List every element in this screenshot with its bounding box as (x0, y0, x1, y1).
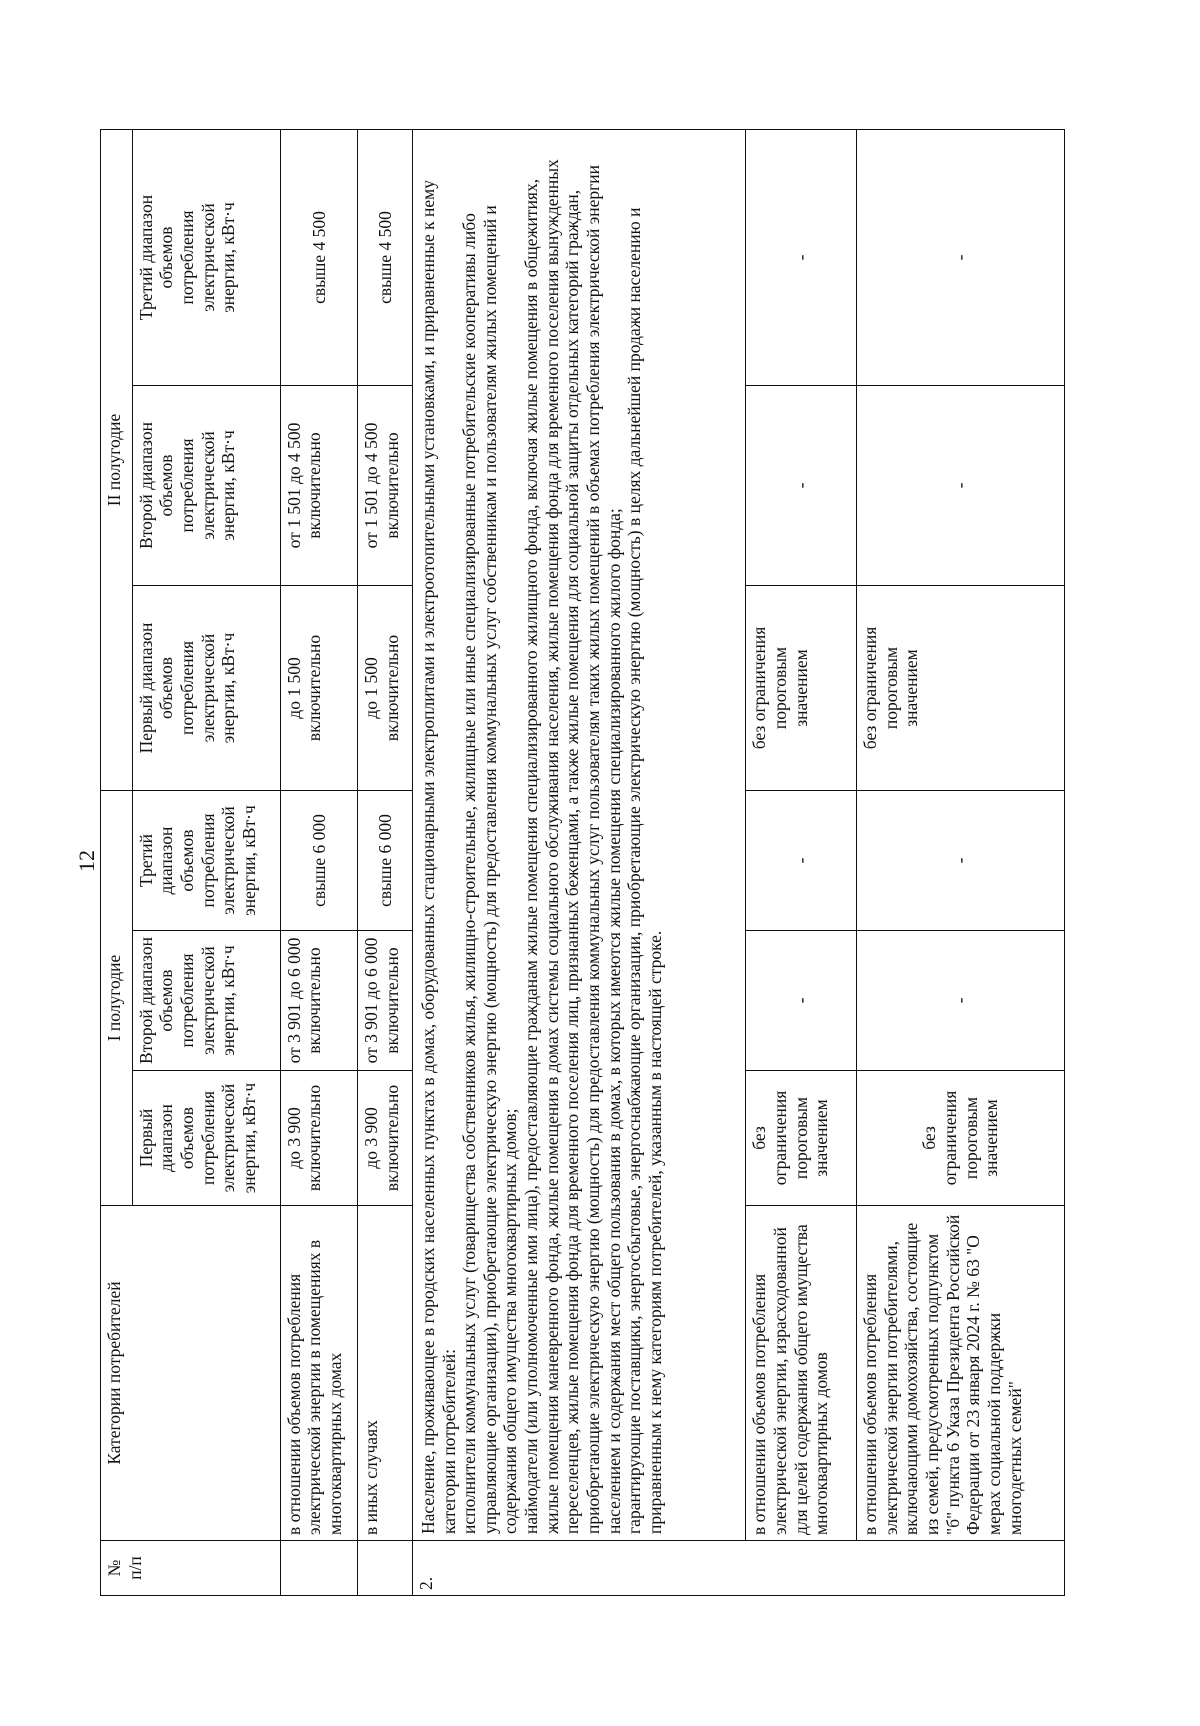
cell-h2-range3: - (857, 129, 1065, 385)
cell-h2-range2: от 1 501 до 4 500 включительно (280, 385, 358, 585)
header-half1: I полугодие (101, 790, 133, 1205)
cell-h2-range1: до 1 500 включительно (358, 585, 413, 790)
cell-h1-range3: - (857, 790, 1065, 930)
cell-h1-range3: свыше 6 000 (358, 790, 413, 930)
cell-h1-range3: свыше 6 000 (280, 790, 358, 930)
header-category: Категории потребителей (101, 1206, 281, 1541)
page-number: 12 (74, 850, 99, 872)
cell-h1-range3: - (746, 790, 857, 930)
row-num-empty (358, 1541, 413, 1596)
cell-h2-range1: до 1 500 включительно (280, 585, 358, 790)
header-h1-range1: Первый диапазон объемов потребления электрической энергии, кВт·ч (132, 1071, 280, 1206)
header-num: № п/п (101, 1541, 281, 1596)
row-category: в отношении объемов потребления электрической энергии потребителями, включающими домохозяйства, состоящие из семей, предусмотренных подпунктом "б" пункта 6 Указа Президента Российской Федерации от 23 января 2024 г. № 63 "О мерах социальной поддержки многодетных семей" (857, 1206, 1065, 1541)
cell-h1-range2: от 3 901 до 6 000 включительно (280, 931, 358, 1071)
header-h1-range2: Второй диапазон объемов потребления электрической энергии, кВт·ч (132, 931, 280, 1071)
cell-h2-range3: свыше 4 500 (358, 129, 413, 385)
header-row-1 (101, 129, 133, 1595)
table-row (746, 129, 857, 1595)
cell-h1-range1: до 3 900 включительно (358, 1071, 413, 1206)
cell-h1-range2: от 3 901 до 6 000 включительно (358, 931, 413, 1071)
header-h1-range3: Третий диапазон объемов потребления электрической энергии, кВт·ч (132, 790, 280, 930)
cell-h2-range1: без ограничения пороговым значением (746, 585, 857, 790)
cell-h2-range3: свыше 4 500 (280, 129, 358, 385)
table-row (358, 129, 413, 1595)
header-h2-range3: Третий диапазон объемов потребления электрической энергии, кВт·ч (132, 129, 280, 385)
table-row (857, 129, 1065, 1595)
tariff-table (100, 129, 1065, 1596)
header-h2-range1: Первый диапазон объемов потребления электрической энергии, кВт·ч (132, 585, 280, 790)
table-row (280, 129, 358, 1595)
cell-h2-range2: - (857, 385, 1065, 585)
cell-h1-range1: без ограничения пороговым значением (857, 1071, 1065, 1206)
cell-h1-range1: до 3 900 включительно (280, 1071, 358, 1206)
cell-h2-range2: - (746, 385, 857, 585)
cell-h1-range1: без ограничения пороговым значением (746, 1071, 857, 1206)
cell-h1-range2: - (857, 931, 1065, 1071)
row-num-empty (280, 1541, 358, 1596)
section2-description: Население, проживающее в городских населенных пунктах в домах, оборудованных стационарными электроплитами и электроотопительными установками, и приравненные к нему категории потребителей: исполнители коммунальных услуг (товарищества собственников жилья, жилищно-строительные, жилищные или иные специализированные потребительские кооперативы либо управляющие организации), приобретающие электрическую энергию (мощность) для предоставления коммунальных услуг собственникам и пользователям жилых помещений и содержания общего имущества многоквартирных домов; наймодатели (или уполномоченные ими лица), предоставляющие гражданам жилые помещения специализированного жилищного фонда, включая жилые помещения в общежитиях, жилые помещения маневренного фонда, жилые помещения в домах системы социального обслуживания населения, жилые помещения фонда для временного поселения вынужденных переселенцев, жилые помещения фонда для временного поселения лиц, признанных беженцами, а также жилые помещения для социальной защиты отдельных категорий граждан, приобретающие электрическую энергию (мощность) для предоставления коммунальных услуг пользователям таких жилых помещений в объемах потребления электрической энергии населением и содержания мест общего пользования в домах, в которых имеются жилые помещения специализированного жилого фонда; гарантирующие поставщики, энергосбытовые, энергоснабжающие организации, приобретающие электрическую энергию (мощность) в целях дальнейшей продажи населению и приравненным к нему категориям потребителей, указанным в настоящей строке. (412, 129, 745, 1540)
section2-num: 2. (412, 1541, 1064, 1596)
cell-h1-range2: - (746, 931, 857, 1071)
cell-h2-range2: от 1 501 до 4 500 включительно (358, 385, 413, 585)
header-h2-range2: Второй диапазон объемов потребления электрической энергии, кВт·ч (132, 385, 280, 585)
cell-h2-range1: без ограничения пороговым значением (857, 585, 1065, 790)
row-category: в отношении объемов потребления электрической энергии, израсходованной для целей содержания общего имущества многоквартирных домов (746, 1206, 857, 1541)
row-category: в отношении объемов потребления электрической энергии в помещениях в многоквартирных домах (280, 1206, 358, 1541)
row-category: в иных случаях (358, 1206, 413, 1541)
section2-row (412, 129, 745, 1595)
cell-h2-range3: - (746, 129, 857, 385)
header-half2: II полугодие (101, 129, 133, 790)
